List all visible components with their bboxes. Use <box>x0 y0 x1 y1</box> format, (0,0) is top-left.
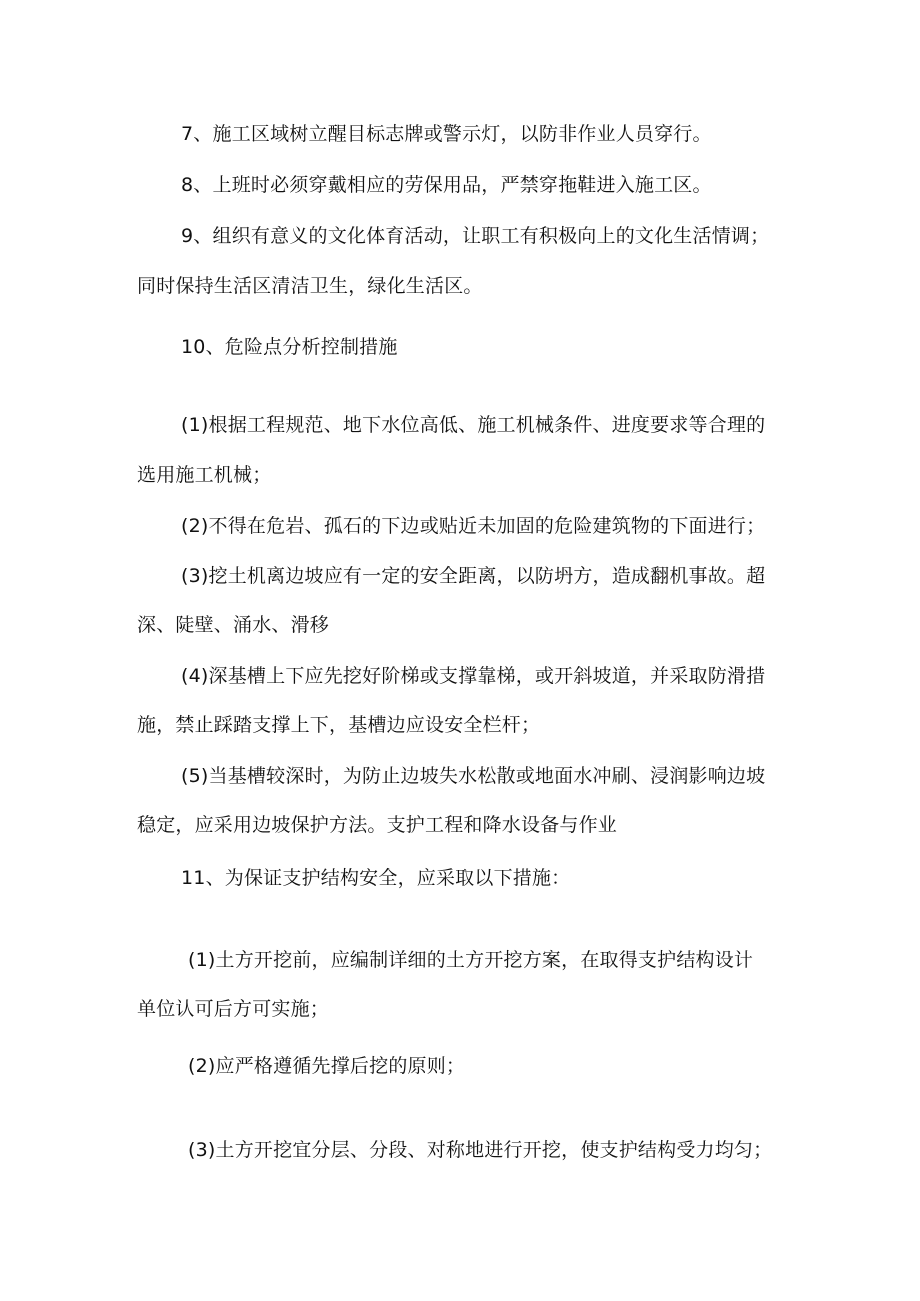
measure-item-2: (2)不得在危岩、孤石的下边或贴近未加固的危险建筑物的下面进行； <box>181 515 766 537</box>
paragraph-item-9: 9、组织有意义的文化体育活动，让职工有积极向上的文化生活情调； <box>181 225 770 247</box>
measure-item-1: (1)根据工程规范、地下水位高低、施工机械条件、进度要求等合理的 <box>181 414 766 436</box>
section-heading-10: 10、危险点分析控制措施 <box>181 336 398 358</box>
measure-item-5-continued: 稳定，应采用边坡保护方法。支护工程和降水设备与作业 <box>137 814 618 836</box>
measure-item-4: (4)深基槽上下应先挖好阶梯或支撑靠梯，或开斜坡道，并采取防滑措 <box>181 665 766 687</box>
paragraph-item-8: 8、上班时必须穿戴相应的劳保用品，严禁穿拖鞋进入施工区。 <box>181 174 712 196</box>
measure-item-3-continued: 深、陡壁、涌水、滑移 <box>137 614 330 636</box>
support-item-1-continued: 单位认可后方可实施； <box>137 998 330 1020</box>
support-item-2: (2)应严格遵循先撑后挖的原则； <box>188 1055 466 1077</box>
section-heading-11: 11、为保证支护结构安全，应采取以下措施： <box>181 867 571 889</box>
support-item-3: (3)土方开挖宜分层、分段、对称地进行开挖，使支护结构受力均匀； <box>188 1139 773 1161</box>
measure-item-4-continued: 施，禁止踩踏支撑上下，基槽边应设安全栏杆； <box>137 714 541 736</box>
paragraph-item-7: 7、施工区域树立醒目标志牌或警示灯，以防非作业人员穿行。 <box>181 123 712 145</box>
support-item-1: (1)土方开挖前，应编制详细的土方开挖方案，在取得支护结构设计 <box>188 949 754 971</box>
paragraph-item-9-continued: 同时保持生活区清洁卫生，绿化生活区。 <box>137 275 483 297</box>
measure-item-1-continued: 选用施工机械； <box>137 464 272 486</box>
measure-item-5: (5)当基槽较深时，为防止边坡失水松散或地面水冲刷、浸润影响边坡 <box>181 765 766 787</box>
measure-item-3: (3)挖土机离边坡应有一定的安全距离，以防坍方，造成翻机事故。超 <box>181 565 766 587</box>
